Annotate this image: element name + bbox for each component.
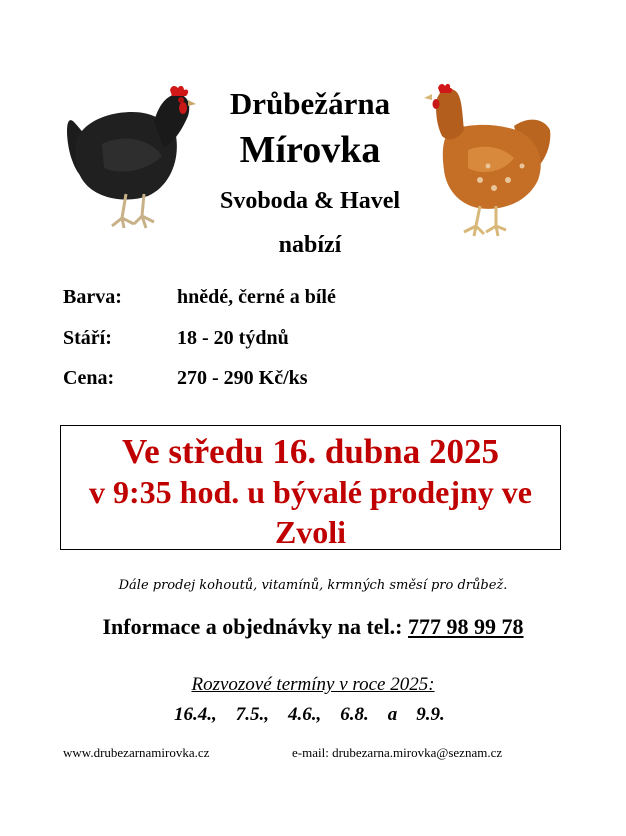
detail-value: 18 - 20 týdnů bbox=[177, 327, 289, 349]
detail-value: hnědé, černé a bílé bbox=[177, 286, 336, 308]
detail-label: Cena: bbox=[63, 367, 115, 389]
owners: Svoboda & Havel bbox=[219, 188, 401, 214]
brown-hen-image bbox=[418, 80, 554, 240]
detail-value: 270 - 290 Kč/ks bbox=[177, 367, 308, 389]
contact-line bbox=[0, 614, 626, 640]
detail-label: Barva: bbox=[63, 286, 122, 308]
website-link[interactable]: www.drubezarnamirovka.cz bbox=[63, 745, 210, 760]
announcement-box bbox=[60, 425, 561, 550]
black-hen-image bbox=[62, 82, 198, 234]
announcement-line-3: Zvoli bbox=[274, 514, 347, 550]
delivery-terms-title: Rozvozové termíny v roce 2025: bbox=[191, 674, 435, 695]
email-link[interactable]: e-mail: drubezarna.mirovka@seznam.cz bbox=[292, 745, 503, 760]
offers-heading: nabízí bbox=[278, 232, 342, 258]
title-line-2: Mírovka bbox=[239, 129, 381, 171]
also-sale-note: Dále prodej kohoutů, vitamínů, krmných směsí pro drůbež. bbox=[118, 578, 508, 593]
delivery-terms-dates: 16.4., 7.5., 4.6., 6.8. a 9.9. bbox=[174, 704, 445, 725]
announcement-line-2: v 9:35 hod. u bývalé prodejny ve bbox=[88, 474, 532, 510]
detail-label: Stáří: bbox=[63, 327, 112, 349]
announcement-line-1: Ve středu 16. dubna 2025 bbox=[122, 432, 499, 471]
title-line-1: Drůbežárna bbox=[229, 86, 391, 121]
phone-number[interactable]: 777 98 99 78 bbox=[408, 614, 524, 639]
contact-label: Informace a objednávky na tel.: bbox=[102, 614, 403, 639]
